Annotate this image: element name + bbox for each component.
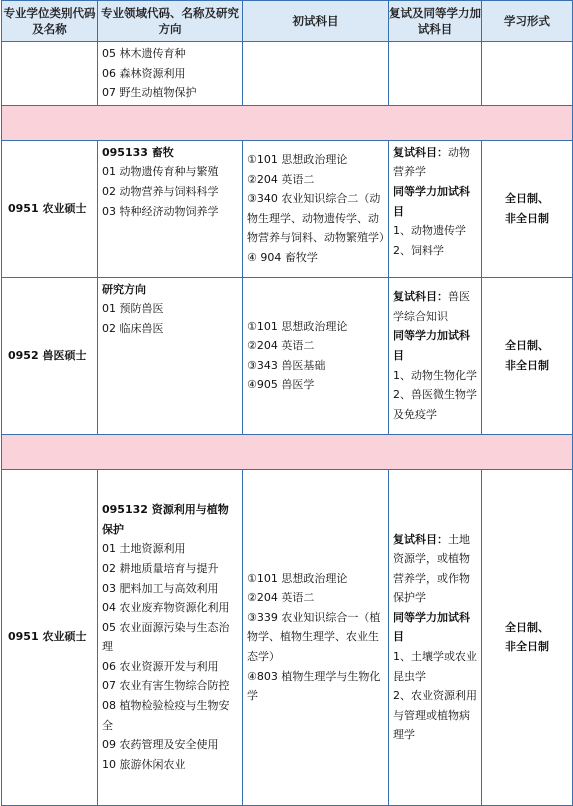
exam-item: ③339 农业知识综合一（植物学、植物生理学、农业生态学） bbox=[247, 610, 381, 664]
direction-list bbox=[98, 42, 243, 106]
table-row bbox=[2, 140, 573, 277]
direction-item: 10 旅游休闲农业 bbox=[102, 757, 186, 771]
exam-item: ②204 英语二 bbox=[247, 339, 315, 353]
retest-cell bbox=[389, 469, 482, 805]
exam-item: ①101 思想政治理论 bbox=[247, 153, 348, 166]
direction-item: 01 动物遗传育种与繁殖 bbox=[102, 165, 219, 179]
direction-list bbox=[98, 469, 243, 805]
direction-list bbox=[98, 277, 243, 434]
exam-item: ④803 植物生理学与生物化学 bbox=[247, 669, 381, 703]
exam-item: ④905 兽医学 bbox=[247, 378, 315, 392]
retest-subject: 动物营养学 bbox=[393, 145, 470, 179]
extra-exam-item: 1、土壤学或农业昆虫学 bbox=[393, 650, 477, 683]
retest-label: 复试科目： bbox=[393, 290, 448, 304]
header-study-mode: 学习形式 bbox=[482, 1, 573, 42]
retest-cell bbox=[389, 140, 482, 277]
retest-subject: 土地资源学，或植物营养学，或作物保护学 bbox=[393, 532, 470, 605]
exam-list bbox=[243, 469, 389, 805]
exam-item: ③343 兽医基础 bbox=[247, 358, 326, 372]
extra-exam-item: 2、兽医微生物学及免疫学 bbox=[393, 388, 477, 421]
direction-item: 02 临床兽医 bbox=[102, 321, 164, 335]
field-title: 095132 资源利用与植物保护 bbox=[102, 503, 229, 536]
exam-item: ③340 农业知识综合二（动物生理学、动物遗传学、动物营养与饲料、动物繁殖学） bbox=[247, 192, 390, 245]
table-row bbox=[2, 277, 573, 434]
extra-exam-label: 同等学力加试科目 bbox=[393, 610, 470, 644]
header-retest: 复试及同等学力加试科目 bbox=[389, 1, 482, 42]
direction-item: 05 农业面源污染与生态治理 bbox=[102, 620, 230, 654]
direction-item: 03 肥料加工与高效利用 bbox=[102, 581, 219, 595]
direction-item: 02 耕地质量培育与提升 bbox=[102, 561, 219, 575]
separator-row bbox=[2, 105, 573, 140]
exam-list bbox=[243, 277, 389, 434]
extra-exam-item: 1、动物生物化学 bbox=[393, 368, 477, 382]
admissions-table bbox=[1, 0, 573, 806]
direction-item: 05 林木遗传育种 bbox=[102, 47, 186, 60]
separator-row bbox=[2, 434, 573, 469]
category-cell: 0952 兽医硕士 bbox=[2, 277, 98, 434]
exam-item: ②204 英语二 bbox=[247, 172, 315, 186]
direction-item: 04 农业废弃物资源化利用 bbox=[102, 601, 230, 615]
exam-list bbox=[243, 140, 389, 277]
field-title: 研究方向 bbox=[102, 282, 146, 296]
study-mode: 全日制、 非全日制 bbox=[482, 277, 573, 434]
exam-item: ②204 英语二 bbox=[247, 591, 315, 605]
header-field: 专业领域代码、名称及研究方向 bbox=[98, 1, 243, 42]
direction-item: 09 农药管理及安全使用 bbox=[102, 738, 219, 752]
extra-exam-label: 同等学力加试科目 bbox=[393, 184, 470, 218]
retest-subject: 兽医学综合知识 bbox=[393, 290, 470, 323]
direction-item: 08 植物检验检疫与生物安全 bbox=[102, 699, 230, 732]
field-title: 095133 畜牧 bbox=[102, 145, 174, 159]
header-category: 专业学位类别代码及名称 bbox=[2, 1, 98, 42]
retest-cell bbox=[389, 277, 482, 434]
direction-item: 07 野生动植物保护 bbox=[102, 86, 197, 100]
exam-item: ④ 904 畜牧学 bbox=[247, 250, 318, 264]
exam-item: ①101 思想政治理论 bbox=[247, 319, 348, 333]
extra-exam-item: 1、动物遗传学 bbox=[393, 224, 466, 238]
exam-item: ①101 思想政治理论 bbox=[247, 571, 348, 585]
direction-list bbox=[98, 140, 243, 277]
extra-exam-item: 2、农业资源利用与管理或植物病理学 bbox=[393, 689, 477, 742]
retest-label: 复试科目： bbox=[393, 145, 448, 159]
header-initial-exam: 初试科目 bbox=[243, 1, 389, 42]
direction-item: 01 预防兽医 bbox=[102, 302, 164, 316]
direction-item: 02 动物营养与饲料科学 bbox=[102, 184, 219, 198]
study-mode: 全日制、 非全日制 bbox=[482, 140, 573, 277]
category-cell: 0951 农业硕士 bbox=[2, 140, 98, 277]
study-mode: 全日制、 非全日制 bbox=[482, 469, 573, 805]
header-row bbox=[2, 1, 573, 42]
direction-item: 01 土地资源利用 bbox=[102, 542, 186, 556]
extra-exam-label: 同等学力加试科目 bbox=[393, 329, 470, 362]
retest-label: 复试科目： bbox=[393, 532, 448, 546]
table-row bbox=[2, 469, 573, 805]
direction-item: 07 农业有害生物综合防控 bbox=[102, 679, 230, 693]
extra-exam-item: 2、饲料学 bbox=[393, 243, 444, 257]
category-cell: 0951 农业硕士 bbox=[2, 469, 98, 805]
direction-item: 06 森林资源利用 bbox=[102, 66, 186, 80]
direction-item: 03 特种经济动物饲养学 bbox=[102, 204, 219, 218]
direction-item: 06 农业资源开发与利用 bbox=[102, 659, 219, 673]
table-row bbox=[2, 42, 573, 106]
